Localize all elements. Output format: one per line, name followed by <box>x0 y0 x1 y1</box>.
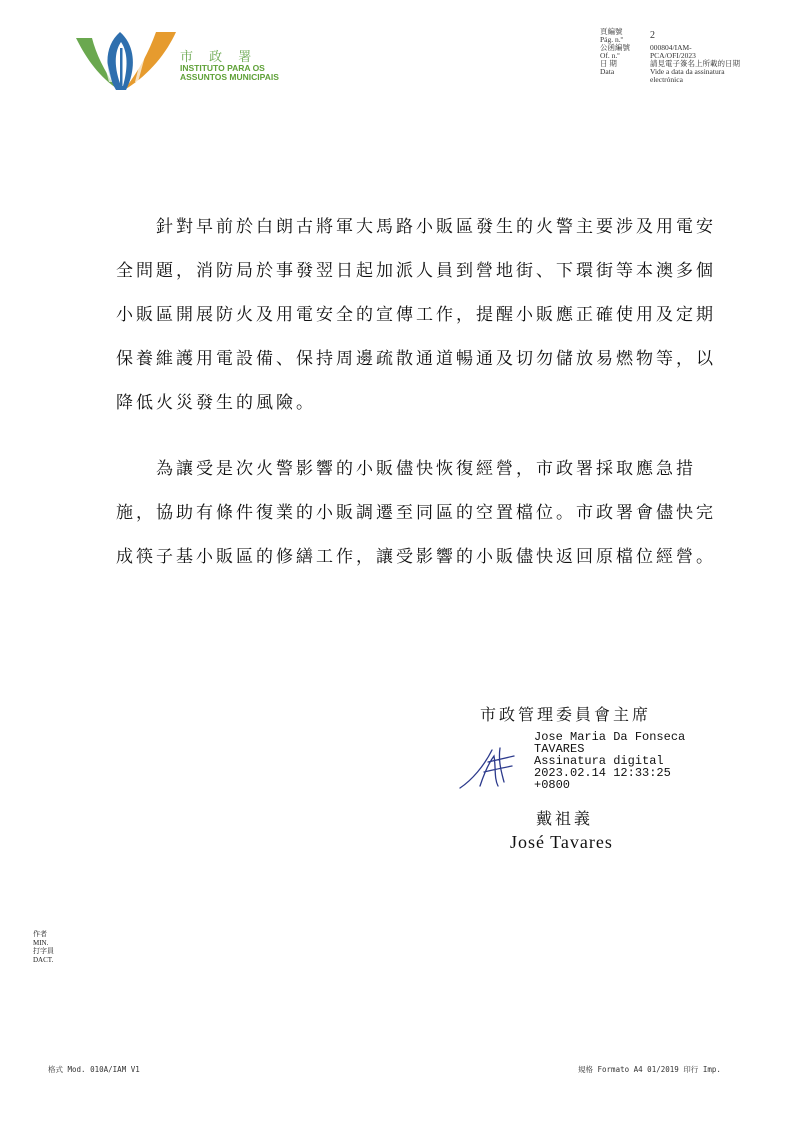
author-typist-codes: 作者 MIN. 打字員 DACT. <box>33 930 54 964</box>
iam-emblem-icon <box>74 24 178 94</box>
iam-logo <box>74 24 279 94</box>
digital-signature-label: Assinatura digital <box>534 754 664 768</box>
body-paragraph-2: 為讓受是次火警影響的小販儘快恢復經營，市政署採取應急措施，協助有條件復業的小販調遷至同區的空置檔位。市政署會儘快完成筷子基小販區的修繕工作，讓受影響的小販儘快返回原檔位經營。 <box>116 459 716 567</box>
digital-signature-timestamp: 2023.02.14 12:33:25 <box>534 766 671 780</box>
reference-label: 公函編號 Of. n.º <box>600 43 630 60</box>
logo-chinese-name: 市 政 署 <box>180 50 258 65</box>
letter-metadata <box>600 27 780 84</box>
signer-name-chinese: 戴祖義 <box>536 809 594 828</box>
logo-portuguese-name-line1: INSTITUTO PARA OS <box>180 63 265 73</box>
letter-body <box>116 205 726 601</box>
digital-signature-name-line1: Jose Maria Da Fonseca <box>534 730 686 744</box>
signer-title: 市政管理委員會主席 <box>480 705 652 724</box>
logo-portuguese-name-line2: ASSUNTOS MUNICIPAIS <box>180 72 279 82</box>
date-value: 請見電子簽名上所載的日期 Vide a data da assinatura electrónica <box>650 59 740 84</box>
digital-signature-block <box>534 731 685 791</box>
footer-form-code: 格式 Mod. 010A/IAM V1 <box>48 1065 140 1074</box>
signer-name-portuguese: José Tavares <box>510 832 613 852</box>
footer-print-info: 規格 Formato A4 01/2019 印行 Imp. <box>578 1065 721 1074</box>
page-label: 頁編號 Pág. n.º <box>600 27 623 44</box>
page-number: 2 <box>650 30 655 41</box>
date-label: 日 期 Data <box>600 59 617 76</box>
digital-signature-timezone: +0800 <box>534 778 571 792</box>
handwritten-signature-icon <box>458 742 520 792</box>
digital-signature-name-line2: TAVARES <box>534 742 585 756</box>
body-paragraph-1: 針對早前於白朗古將軍大馬路小販區發生的火警主要涉及用電安全問題，消防局於事發翌日起加派人員到營地街、下環街等本澳多個小販區開展防火及用電安全的宣傳工作，提醒小販應正確使用及定期保養維護用電設備、保持周邊疏散通道暢通及切勿儲放易燃物等，以降低火災發生的風險。 <box>116 217 716 413</box>
reference-number: 000804/IAM- PCA/OFI/2023 <box>650 43 696 60</box>
